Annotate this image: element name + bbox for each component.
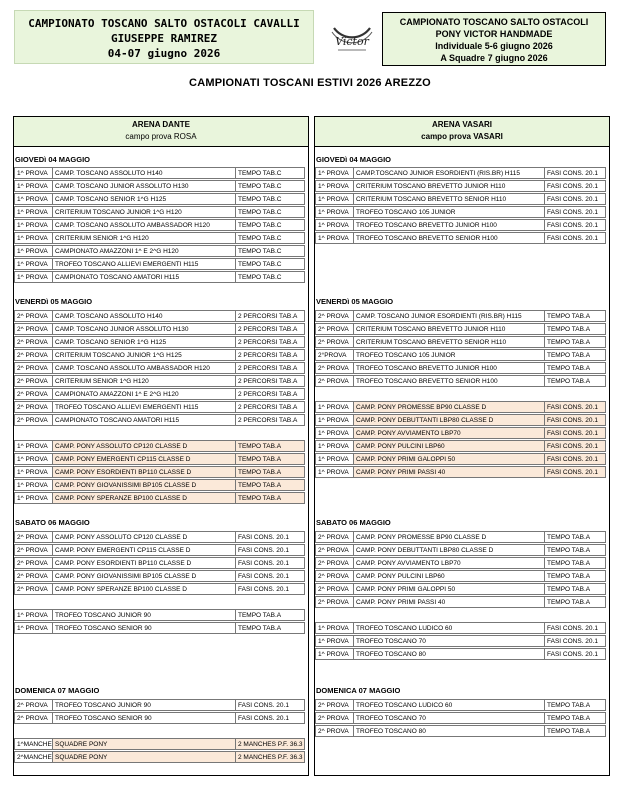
format-cell: 2 PERCORSI TAB.A (235, 362, 305, 374)
event-name-cell: CAMP. TOSCANO JUNIOR ASSOLUTO H130 (52, 323, 236, 335)
round-cell: 2^ PROVA (14, 531, 53, 543)
event-name-cell: TROFEO TOSCANO SENIOR 90 (52, 622, 236, 634)
arena-name: ARENA DANTE (132, 120, 190, 129)
round-cell: 2^ PROVA (14, 699, 53, 711)
format-cell: 2 MANCHES P.F. 36.3 (235, 738, 305, 750)
event-name-cell: CAMP. PONY PRIMI GALOPPI 50 (353, 583, 545, 595)
round-cell: 1^ PROVA (14, 492, 53, 504)
round-cell: 1^ PROVA (315, 648, 354, 660)
round-cell: 2^ PROVA (315, 583, 354, 595)
event-name-cell: CAMP. PONY SPERANZE BP100 CLASSE D (52, 583, 236, 595)
header-right-teams: A Squadre 7 giugno 2026 (440, 53, 548, 63)
event-name-cell: SQUADRE PONY (52, 751, 236, 763)
event-name-cell: CAMP. PONY PRIMI PASSI 40 (353, 596, 545, 608)
round-cell: 2^ PROVA (14, 310, 53, 322)
event-name-cell: TROFEO TOSCANO 80 (353, 725, 545, 737)
format-cell: FASI CONS. 20.1 (544, 180, 606, 192)
format-cell: TEMPO TAB.A (235, 466, 305, 478)
event-name-cell: CAMP. PONY GIOVANISSIMI BP105 CLASSE D (52, 570, 236, 582)
format-cell: TEMPO TAB.A (235, 622, 305, 634)
event-name-cell: TROFEO TOSCANO ALLIEVI EMERGENTI H115 (52, 258, 236, 270)
format-cell: TEMPO TAB.A (235, 440, 305, 452)
round-cell: 1^ PROVA (14, 180, 53, 192)
round-cell: 2^ PROVA (14, 375, 53, 387)
format-cell: TEMPO TAB.A (235, 479, 305, 491)
round-cell: 2^ PROVA (315, 375, 354, 387)
event-name-cell: TROFEO TOSCANO 70 (353, 635, 545, 647)
event-name-cell: TROFEO TOSCANO LUDICO 60 (353, 622, 545, 634)
format-cell: 2 PERCORSI TAB.A (235, 310, 305, 322)
round-cell: 1^ PROVA (315, 427, 354, 439)
round-cell: 2^ PROVA (315, 544, 354, 556)
event-name-cell: TROFEO TOSCANO 80 (353, 648, 545, 660)
event-name-cell: TROFEO TOSCANO BREVETTO JUNIOR H100 (353, 362, 545, 374)
format-cell: TEMPO TAB.C (235, 271, 305, 283)
event-name-cell: CAMP. TOSCANO JUNIOR ESORDIENTI (RIS.BR) H115 (353, 310, 545, 322)
event-name-cell: CRITERIUM TOSCANO JUNIOR 1^G H125 (52, 349, 236, 361)
event-name-cell: CRITERIUM SENIOR 1^G H120 (52, 375, 236, 387)
event-name-cell: CAMP.TOSCANO JUNIOR ESORDIENTI (RIS.BR) H115 (353, 167, 545, 179)
round-cell: 2^ PROVA (14, 362, 53, 374)
event-name-cell: TROFEO TOSCANO BREVETTO SENIOR H100 (353, 232, 545, 244)
format-cell: FASI CONS. 20.1 (544, 635, 606, 647)
round-cell: 1^MANCHE (14, 738, 53, 750)
event-name-cell: CAMP. PONY PROMESSE BP90 CLASSE D (353, 531, 545, 543)
format-cell: TEMPO TAB.C (235, 206, 305, 218)
event-name-cell: CAMP. PONY DEBUTTANTI LBP80 CLASSE D (353, 544, 545, 556)
event-name-cell: CAMP. PONY PULCINI LBP60 (353, 570, 545, 582)
event-name-cell: CAMP. PONY ESORDIENTI BP110 CLASSE D (52, 557, 236, 569)
format-cell: TEMPO TAB.C (235, 180, 305, 192)
round-cell: 2^ PROVA (14, 544, 53, 556)
event-name-cell: CRITERIUM TOSCANO JUNIOR 1^G H120 (52, 206, 236, 218)
event-name-cell: CAMP. PONY PROMESSE BP90 CLASSE D (353, 401, 545, 413)
format-cell: FASI CONS. 20.1 (544, 453, 606, 465)
round-cell: 2^ PROVA (315, 725, 354, 737)
round-cell: 2^ PROVA (14, 712, 53, 724)
event-name-cell: CAMP. TOSCANO ASSOLUTO H140 (52, 167, 236, 179)
event-name-cell: CRITERIUM TOSCANO BREVETTO SENIOR H110 (353, 193, 545, 205)
format-cell: FASI CONS. 20.1 (544, 193, 606, 205)
header-right-sponsor: PONY VICTOR HANDMADE (435, 29, 553, 39)
event-name-cell: CRITERIUM TOSCANO BREVETTO SENIOR H110 (353, 336, 545, 348)
day-heading: DOMENICA 07 MAGGIO (316, 686, 401, 695)
format-cell: TEMPO TAB.A (235, 453, 305, 465)
round-cell: 1^ PROVA (14, 232, 53, 244)
round-cell: 2^ PROVA (315, 310, 354, 322)
day-heading: GIOVEDì 04 MAGGIO (316, 155, 392, 164)
event-name-cell: CAMP. PONY PRIMI PASSI 40 (353, 466, 545, 478)
event-name-cell: TROFEO TOSCANO 105 JUNIOR (353, 206, 545, 218)
format-cell: FASI CONS. 20.1 (235, 531, 305, 543)
format-cell: 2 PERCORSI TAB.A (235, 323, 305, 335)
format-cell: TEMPO TAB.C (235, 193, 305, 205)
svg-text:Victor: Victor (335, 35, 369, 48)
event-name-cell: CAMP. TOSCANO ASSOLUTO AMBASSADOR H120 (52, 362, 236, 374)
format-cell: 2 PERCORSI TAB.A (235, 414, 305, 426)
day-heading: SABATO 06 MAGGIO (316, 518, 391, 527)
round-cell: 1^ PROVA (315, 466, 354, 478)
format-cell: FASI CONS. 20.1 (235, 557, 305, 569)
format-cell: FASI CONS. 20.1 (235, 699, 305, 711)
round-cell: 2^MANCHE (14, 751, 53, 763)
format-cell: FASI CONS. 20.1 (235, 544, 305, 556)
format-cell: TEMPO TAB.A (544, 570, 606, 582)
format-cell: TEMPO TAB.A (544, 362, 606, 374)
round-cell: 2^ PROVA (14, 349, 53, 361)
header-right-box (382, 12, 606, 66)
format-cell: FASI CONS. 20.1 (235, 570, 305, 582)
event-name-cell: TROFEO TOSCANO 105 JUNIOR (353, 349, 545, 361)
round-cell: 2^ PROVA (315, 531, 354, 543)
round-cell: 2^ PROVA (14, 323, 53, 335)
round-cell: 2^ PROVA (315, 699, 354, 711)
day-heading: SABATO 06 MAGGIO (15, 518, 90, 527)
format-cell: FASI CONS. 20.1 (544, 622, 606, 634)
round-cell: 1^ PROVA (315, 206, 354, 218)
event-name-cell: TROFEO TOSCANO JUNIOR 90 (52, 609, 236, 621)
format-cell: 2 PERCORSI TAB.A (235, 401, 305, 413)
event-name-cell: TROFEO TOSCANO JUNIOR 90 (52, 699, 236, 711)
event-name-cell: CAMP. TOSCANO SENIOR 1^G H125 (52, 193, 236, 205)
event-name-cell: CRITERIUM SENIOR 1^G H120 (52, 232, 236, 244)
event-name-cell: CAMP. PONY SPERANZE BP100 CLASSE D (52, 492, 236, 504)
round-cell: 1^ PROVA (14, 167, 53, 179)
format-cell: TEMPO TAB.A (544, 323, 606, 335)
event-name-cell: CAMP. PONY EMERGENTI CP115 CLASSE D (52, 453, 236, 465)
round-cell: 2^ PROVA (14, 401, 53, 413)
page-title: CAMPIONATI TOSCANI ESTIVI 2026 AREZZO (189, 77, 431, 89)
format-cell: TEMPO TAB.C (235, 245, 305, 257)
format-cell: FASI CONS. 20.1 (544, 219, 606, 231)
event-name-cell: CAMP. TOSCANO ASSOLUTO AMBASSADOR H120 (52, 219, 236, 231)
format-cell: TEMPO TAB.C (235, 219, 305, 231)
round-cell: 2^ PROVA (315, 323, 354, 335)
event-name-cell: TROFEO TOSCANO BREVETTO SENIOR H100 (353, 375, 545, 387)
header-right-individual: Individuale 5-6 giugno 2026 (435, 41, 553, 51)
round-cell: 2^ PROVA (14, 583, 53, 595)
event-name-cell: CAMP. TOSCANO ASSOLUTO H140 (52, 310, 236, 322)
round-cell: 1^ PROVA (14, 609, 53, 621)
header-left-box (14, 10, 314, 64)
event-name-cell: CAMP. TOSCANO SENIOR 1^G H125 (52, 336, 236, 348)
warmup-field: campo prova ROSA (125, 132, 197, 141)
round-cell: 1^ PROVA (14, 206, 53, 218)
format-cell: TEMPO TAB.A (544, 725, 606, 737)
round-cell: 2°PROVA (315, 349, 354, 361)
round-cell: 1^ PROVA (315, 414, 354, 426)
round-cell: 1^ PROVA (315, 440, 354, 452)
round-cell: 1^ PROVA (315, 193, 354, 205)
round-cell: 1^ PROVA (315, 219, 354, 231)
round-cell: 2^ PROVA (14, 336, 53, 348)
event-name-cell: TROFEO TOSCANO SENIOR 90 (52, 712, 236, 724)
event-name-cell: TROFEO TOSCANO LUDICO 60 (353, 699, 545, 711)
event-name-cell: TROFEO TOSCANO ALLIEVI EMERGENTI H115 (52, 401, 236, 413)
format-cell: TEMPO TAB.C (235, 167, 305, 179)
event-name-cell: TROFEO TOSCANO BREVETTO JUNIOR H100 (353, 219, 545, 231)
day-heading: DOMENICA 07 MAGGIO (15, 686, 100, 695)
format-cell: TEMPO TAB.C (235, 258, 305, 270)
format-cell: TEMPO TAB.A (544, 712, 606, 724)
format-cell: TEMPO TAB.A (544, 336, 606, 348)
round-cell: 2^ PROVA (315, 336, 354, 348)
event-name-cell: CAMPIONATO AMAZZONI 1^ E 2^G H120 (52, 245, 236, 257)
header-left-dates: 04-07 giugno 2026 (107, 47, 221, 60)
round-cell: 2^ PROVA (14, 570, 53, 582)
header-left-title: CAMPIONATO TOSCANO SALTO OSTACOLI CAVALLI (28, 17, 300, 30)
event-name-cell: CAMPIONATO TOSCANO AMATORI H115 (52, 414, 236, 426)
warmup-field: campo prova VASARI (421, 132, 503, 141)
event-name-cell: CAMP. PONY PULCINI LBP60 (353, 440, 545, 452)
round-cell: 2^ PROVA (315, 362, 354, 374)
round-cell: 2^ PROVA (14, 414, 53, 426)
round-cell: 1^ PROVA (14, 271, 53, 283)
event-name-cell: CAMP. PONY AVVIAMENTO LBP70 (353, 557, 545, 569)
round-cell: 1^ PROVA (14, 453, 53, 465)
event-name-cell: CAMPIONATO TOSCANO AMATORI H115 (52, 271, 236, 283)
event-name-cell: CRITERIUM TOSCANO BREVETTO JUNIOR H110 (353, 180, 545, 192)
format-cell: FASI CONS. 20.1 (235, 583, 305, 595)
day-heading: VENERDì 05 MAGGIO (316, 297, 394, 306)
format-cell: TEMPO TAB.C (235, 232, 305, 244)
event-name-cell: CAMP. TOSCANO JUNIOR ASSOLUTO H130 (52, 180, 236, 192)
header-right-title: CAMPIONATO TOSCANO SALTO OSTACOLI (399, 17, 589, 27)
format-cell: FASI CONS. 20.1 (544, 440, 606, 452)
format-cell: TEMPO TAB.A (544, 544, 606, 556)
format-cell: 2 PERCORSI TAB.A (235, 349, 305, 361)
format-cell: FASI CONS. 20.1 (544, 206, 606, 218)
event-name-cell: TROFEO TOSCANO 70 (353, 712, 545, 724)
format-cell: FASI CONS. 20.1 (544, 427, 606, 439)
format-cell: TEMPO TAB.A (544, 531, 606, 543)
round-cell: 2^ PROVA (315, 712, 354, 724)
event-name-cell: CRITERIUM TOSCANO BREVETTO JUNIOR H110 (353, 323, 545, 335)
format-cell: FASI CONS. 20.1 (235, 712, 305, 724)
round-cell: 1^ PROVA (14, 466, 53, 478)
format-cell: FASI CONS. 20.1 (544, 167, 606, 179)
format-cell: 2 MANCHES P.F. 36.3 (235, 751, 305, 763)
round-cell: 1^ PROVA (14, 219, 53, 231)
format-cell: TEMPO TAB.A (235, 492, 305, 504)
day-heading: VENERDì 05 MAGGIO (15, 297, 93, 306)
format-cell: TEMPO TAB.A (544, 310, 606, 322)
round-cell: 2^ PROVA (315, 596, 354, 608)
header-left-organizer: GIUSEPPE RAMIREZ (111, 32, 217, 45)
round-cell: 1^ PROVA (315, 453, 354, 465)
round-cell: 1^ PROVA (315, 167, 354, 179)
event-name-cell: CAMP. PONY PRIMI GALOPPI 50 (353, 453, 545, 465)
round-cell: 2^ PROVA (315, 570, 354, 582)
round-cell: 1^ PROVA (14, 258, 53, 270)
round-cell: 2^ PROVA (14, 388, 53, 400)
round-cell: 1^ PROVA (315, 180, 354, 192)
event-name-cell: CAMP. PONY ASSOLUTO CP120 CLASSE D (52, 531, 236, 543)
round-cell: 1^ PROVA (315, 622, 354, 634)
format-cell: TEMPO TAB.A (235, 609, 305, 621)
format-cell: FASI CONS. 20.1 (544, 466, 606, 478)
format-cell: TEMPO TAB.A (544, 557, 606, 569)
arena-name: ARENA VASARI (431, 120, 492, 129)
format-cell: 2 PERCORSI TAB.A (235, 388, 305, 400)
event-name-cell: CAMP. PONY AVVIAMENTO LBP70 (353, 427, 545, 439)
event-name-cell: CAMP. PONY GIOVANISSIMI BP105 CLASSE D (52, 479, 236, 491)
round-cell: 1^ PROVA (14, 479, 53, 491)
format-cell: 2 PERCORSI TAB.A (235, 336, 305, 348)
event-name-cell: CAMPIONATO AMAZZONI 1^ E 2^G H120 (52, 388, 236, 400)
event-name-cell: CAMP. PONY EMERGENTI CP115 CLASSE D (52, 544, 236, 556)
format-cell: TEMPO TAB.A (544, 596, 606, 608)
event-name-cell: SQUADRE PONY (52, 738, 236, 750)
round-cell: 1^ PROVA (14, 622, 53, 634)
format-cell: FASI CONS. 20.1 (544, 414, 606, 426)
format-cell: FASI CONS. 20.1 (544, 648, 606, 660)
format-cell: 2 PERCORSI TAB.A (235, 375, 305, 387)
format-cell: TEMPO TAB.A (544, 375, 606, 387)
victor-logo (328, 20, 376, 62)
arena-vasari-column (314, 116, 610, 776)
round-cell: 1^ PROVA (14, 193, 53, 205)
event-name-cell: CAMP. PONY ESORDIENTI BP110 CLASSE D (52, 466, 236, 478)
round-cell: 1^ PROVA (14, 245, 53, 257)
round-cell: 1^ PROVA (14, 440, 53, 452)
event-name-cell: CAMP. PONY DEBUTTANTI LBP80 CLASSE D (353, 414, 545, 426)
round-cell: 1^ PROVA (315, 232, 354, 244)
format-cell: TEMPO TAB.A (544, 699, 606, 711)
round-cell: 1^ PROVA (315, 635, 354, 647)
format-cell: TEMPO TAB.A (544, 349, 606, 361)
event-name-cell: CAMP. PONY ASSOLUTO CP120 CLASSE D (52, 440, 236, 452)
round-cell: 2^ PROVA (315, 557, 354, 569)
format-cell: FASI CONS. 20.1 (544, 232, 606, 244)
format-cell: FASI CONS. 20.1 (544, 401, 606, 413)
arena-dante-column (13, 116, 309, 776)
day-heading: GIOVEDì 04 MAGGIO (15, 155, 91, 164)
format-cell: TEMPO TAB.A (544, 583, 606, 595)
round-cell: 1^ PROVA (315, 401, 354, 413)
arena-header (14, 117, 308, 147)
round-cell: 2^ PROVA (14, 557, 53, 569)
arena-header (315, 117, 609, 147)
